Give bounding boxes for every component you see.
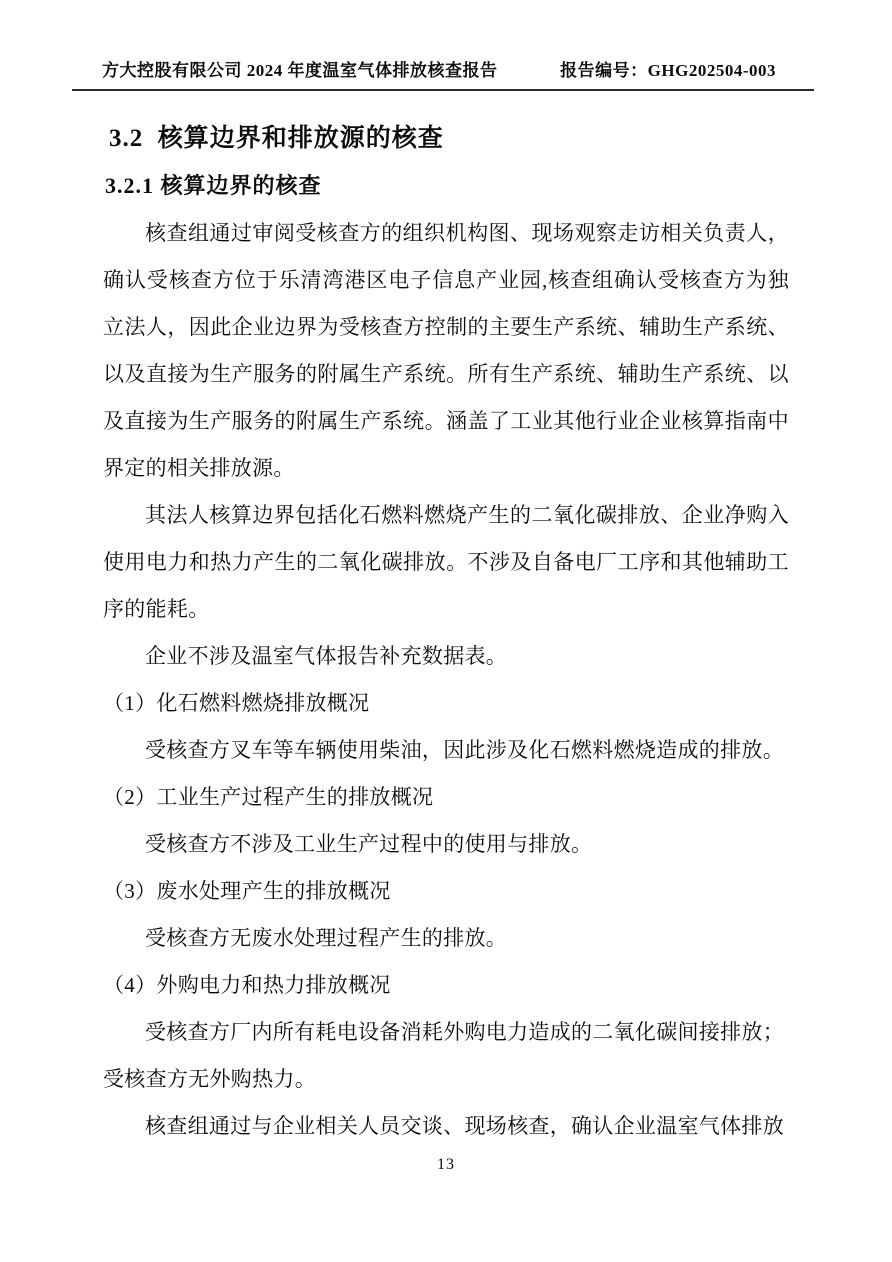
header-report-number: 报告编号：GHG202504-003	[560, 61, 776, 80]
paragraph: 受核查方厂内所有耗电设备消耗外购电力造成的二氧化碳间接排放；	[145, 1020, 784, 1044]
paragraph: 受核查方无废水处理过程产生的排放。	[145, 926, 508, 950]
list-item-heading: （4）外购电力和热力排放概况	[103, 973, 391, 997]
paragraph: 核查组通过与企业相关人员交谈、现场核查，确认企业温室气体排放	[145, 1114, 784, 1138]
page-number: 13	[437, 1156, 455, 1173]
paragraph: 企业不涉及温室气体报告补充数据表。	[145, 644, 508, 668]
list-item-heading: （2）工业生产过程产生的排放概况	[103, 785, 434, 809]
section-content	[103, 210, 789, 1150]
section-heading: 3.2 核算边界和排放源的核查	[109, 125, 444, 152]
paragraph: 受核查方叉车等车辆使用柴油，因此涉及化石燃料燃烧造成的排放。	[145, 738, 784, 762]
paragraph: 其法人核算边界包括化石燃料燃烧产生的二氧化碳排放、企业净购入使用电力和热力产生的二氧化碳排放。不涉及自备电厂工序和其他辅助工序的能耗。	[103, 503, 789, 621]
subsection-heading: 3.2.1 核算边界的核查	[105, 173, 322, 198]
page-header	[72, 56, 814, 91]
paragraph: 受核查方不涉及工业生产过程中的使用与排放。	[145, 832, 593, 856]
document-body	[103, 104, 789, 1150]
paragraph-continuation: 受核查方无外购热力。	[103, 1067, 316, 1091]
list-item-heading: （3）废水处理产生的排放概况	[103, 879, 391, 903]
header-document-title: 方大控股有限公司 2024 年度温室气体排放核查报告	[102, 61, 498, 80]
paragraph: 核查组通过审阅受核查方的组织机构图、现场观察走访相关负责人，确认受核查方位于乐清湾港区电子信息产业园,核查组确认受核查方为独立法人，因此企业边界为受核查方控制的主要生产系统、辅助生产系统、以及直接为生产服务的附属生产系统。所有生产系统、辅助生产系统、以及直接为生产服务的附属生产系统。涵盖了工业其他行业企业核算指南中界定的相关排放源。	[103, 221, 789, 480]
list-item-heading: （1）化石燃料燃烧排放概况	[103, 691, 370, 715]
